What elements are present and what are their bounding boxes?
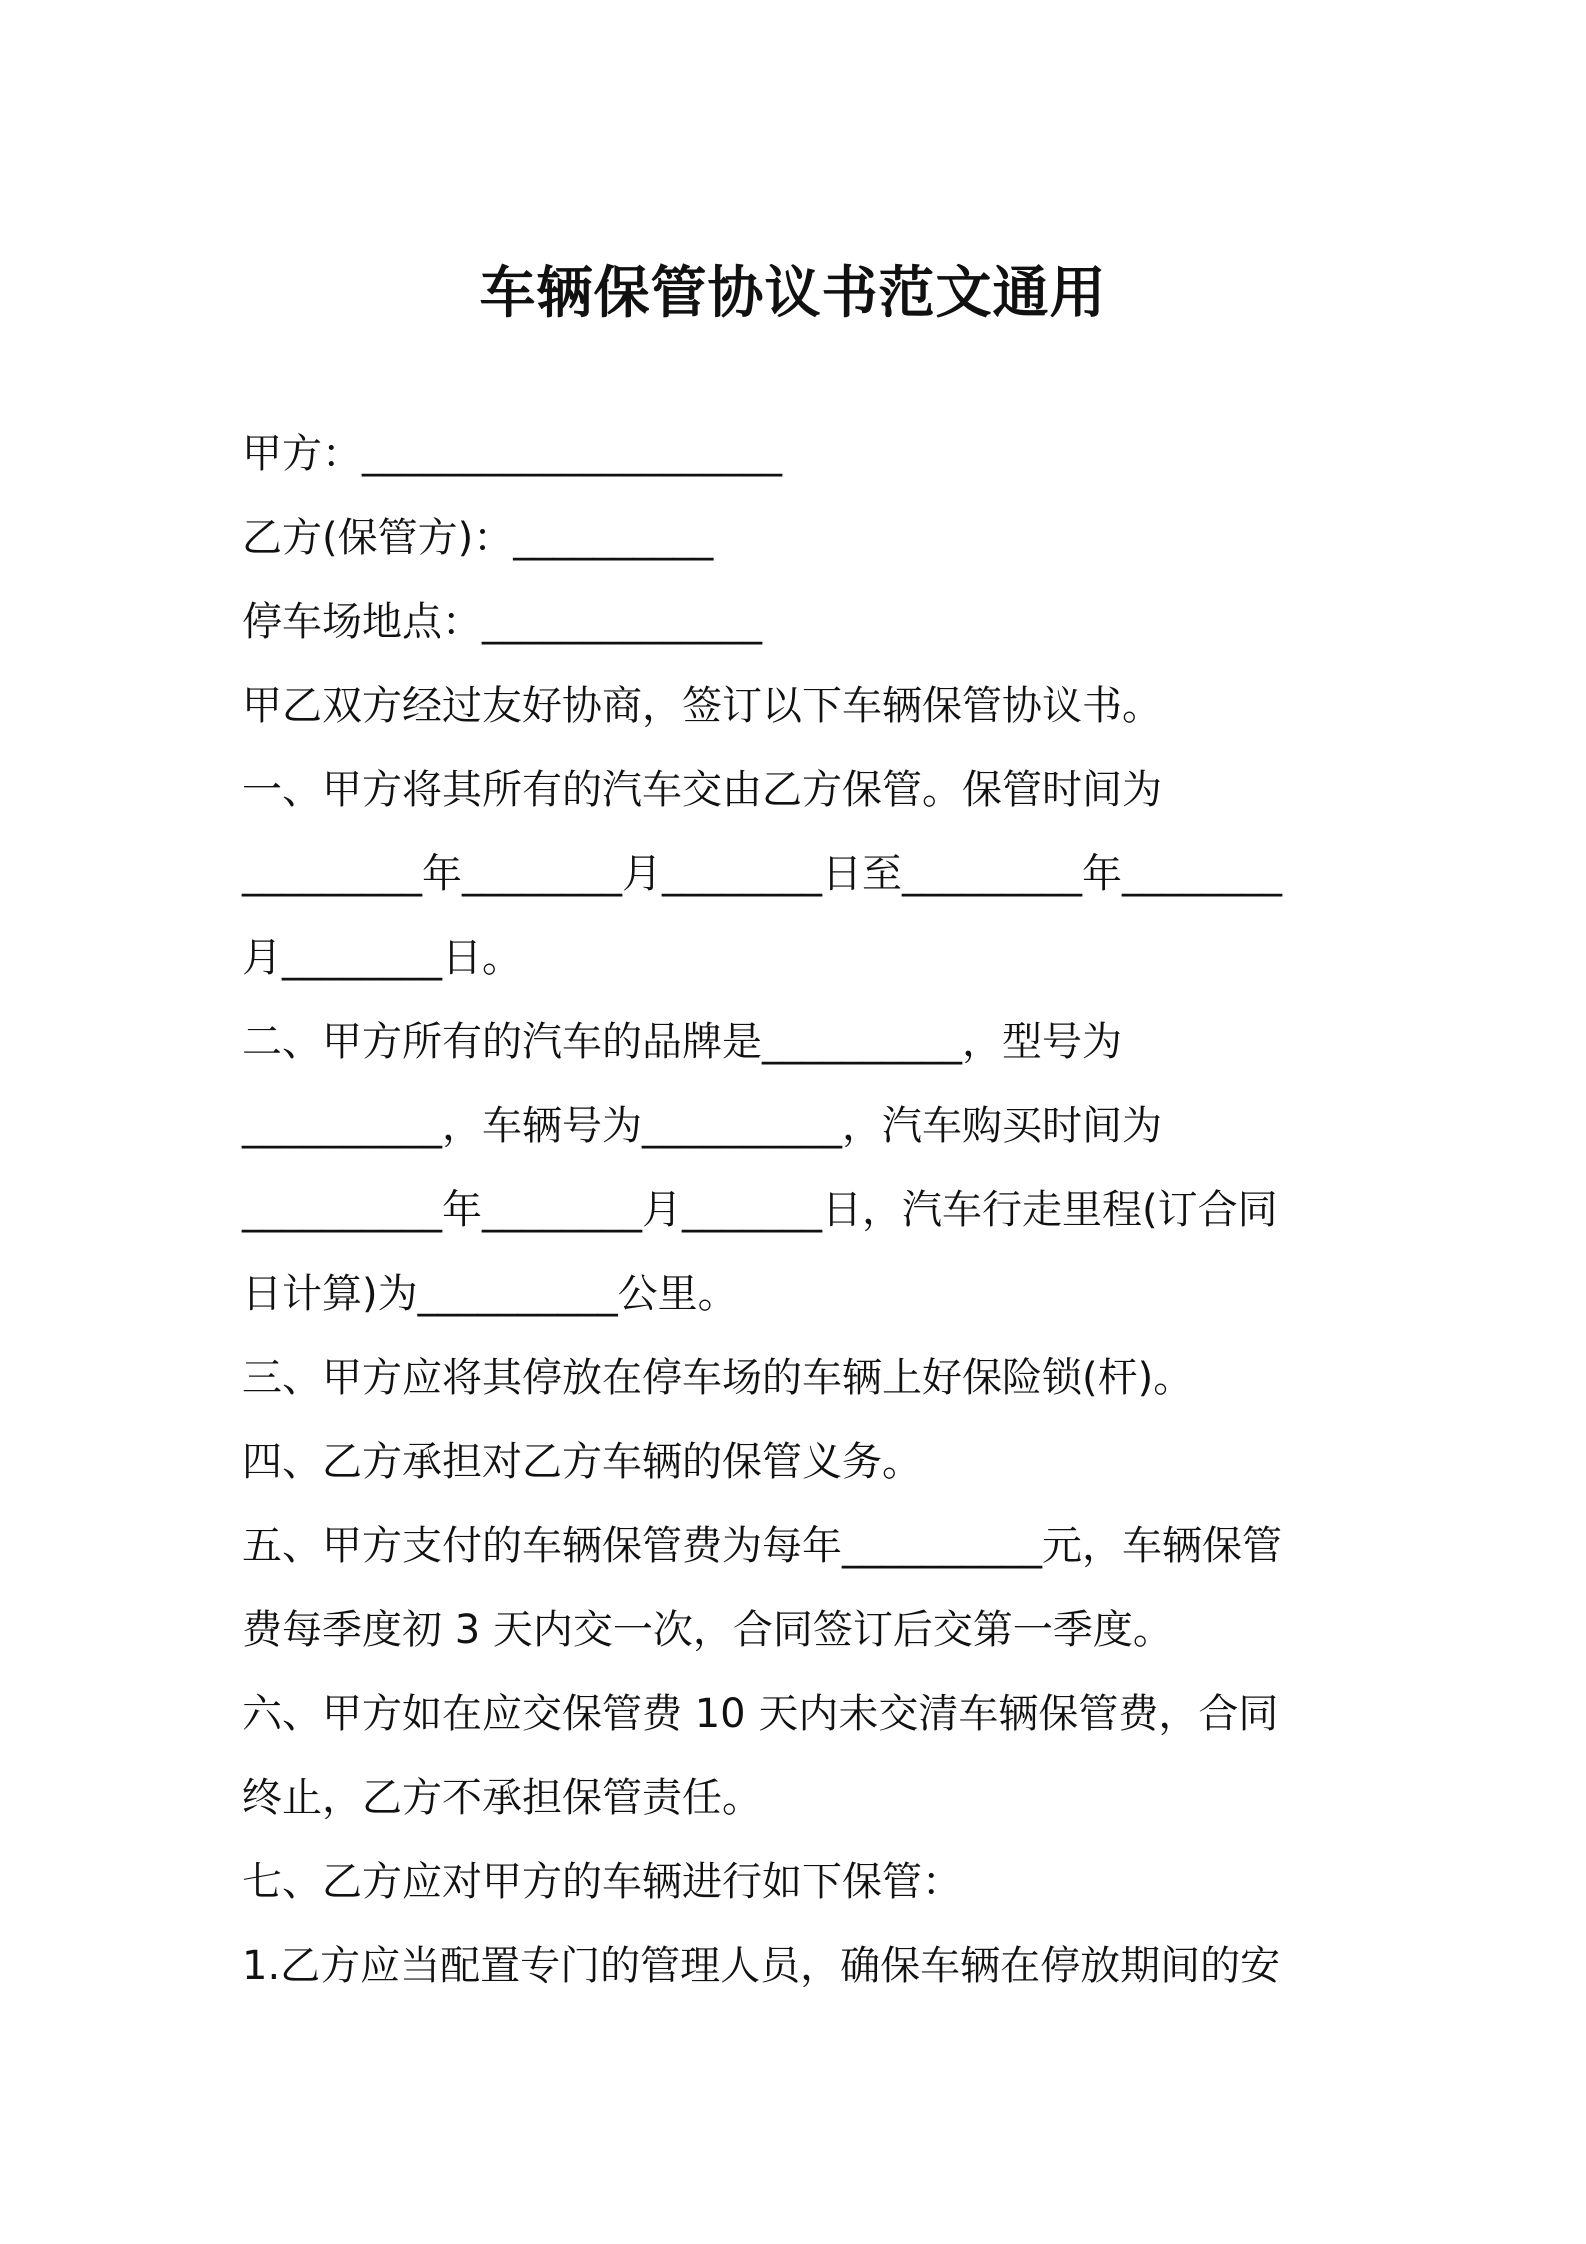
clause-2-line-3: __________年________月_______日，汽车行走里程(订合同	[242, 1187, 1278, 1233]
party-b-line: 乙方(保管方)：__________	[242, 515, 714, 561]
clause-4: 四、乙方承担对乙方车辆的保管义务。	[242, 1439, 922, 1485]
clause-5-line-2: 费每季度初 3 天内交一次，合同签订后交第一季度。	[242, 1607, 1173, 1653]
clause-6-line-2: 终止，乙方不承担保管责任。	[242, 1775, 762, 1821]
clause-1-line-1: 一、甲方将其所有的汽车交由乙方保管。保管时间为	[242, 767, 1162, 813]
clause-2-line-2: __________，车辆号为__________，汽车购买时间为	[242, 1103, 1162, 1149]
document-body	[242, 412, 1354, 2008]
party-a-line: 甲方：_____________________	[242, 431, 782, 477]
clause-7-heading: 七、乙方应对甲方的车辆进行如下保管：	[242, 1859, 962, 1905]
clause-3: 三、甲方应将其停放在停车场的车辆上好保险锁(杆)。	[242, 1355, 1194, 1401]
clause-2-line-1: 二、甲方所有的汽车的品牌是__________，型号为	[242, 1019, 1122, 1065]
clause-6-line-1: 六、甲方如在应交保管费 10 天内未交清车辆保管费，合同	[242, 1691, 1279, 1737]
intro-paragraph: 甲乙双方经过友好协商，签订以下车辆保管协议书。	[242, 683, 1162, 729]
clause-5-line-1: 五、甲方支付的车辆保管费为每年__________元，车辆保管	[242, 1523, 1282, 1569]
document-title: 车辆保管协议书范文通用	[479, 261, 1107, 326]
clause-2-line-4: 日计算)为__________公里。	[242, 1271, 738, 1317]
clause-1-line-3: 月________日。	[242, 935, 522, 981]
clause-7-item-1: 1.乙方应当配置专门的管理人员，确保车辆在停放期间的安	[242, 1943, 1281, 1989]
clause-1-line-2: _________年________月________日至_________年________	[242, 851, 1282, 897]
parking-location-line: 停车场地点：______________	[242, 599, 762, 645]
